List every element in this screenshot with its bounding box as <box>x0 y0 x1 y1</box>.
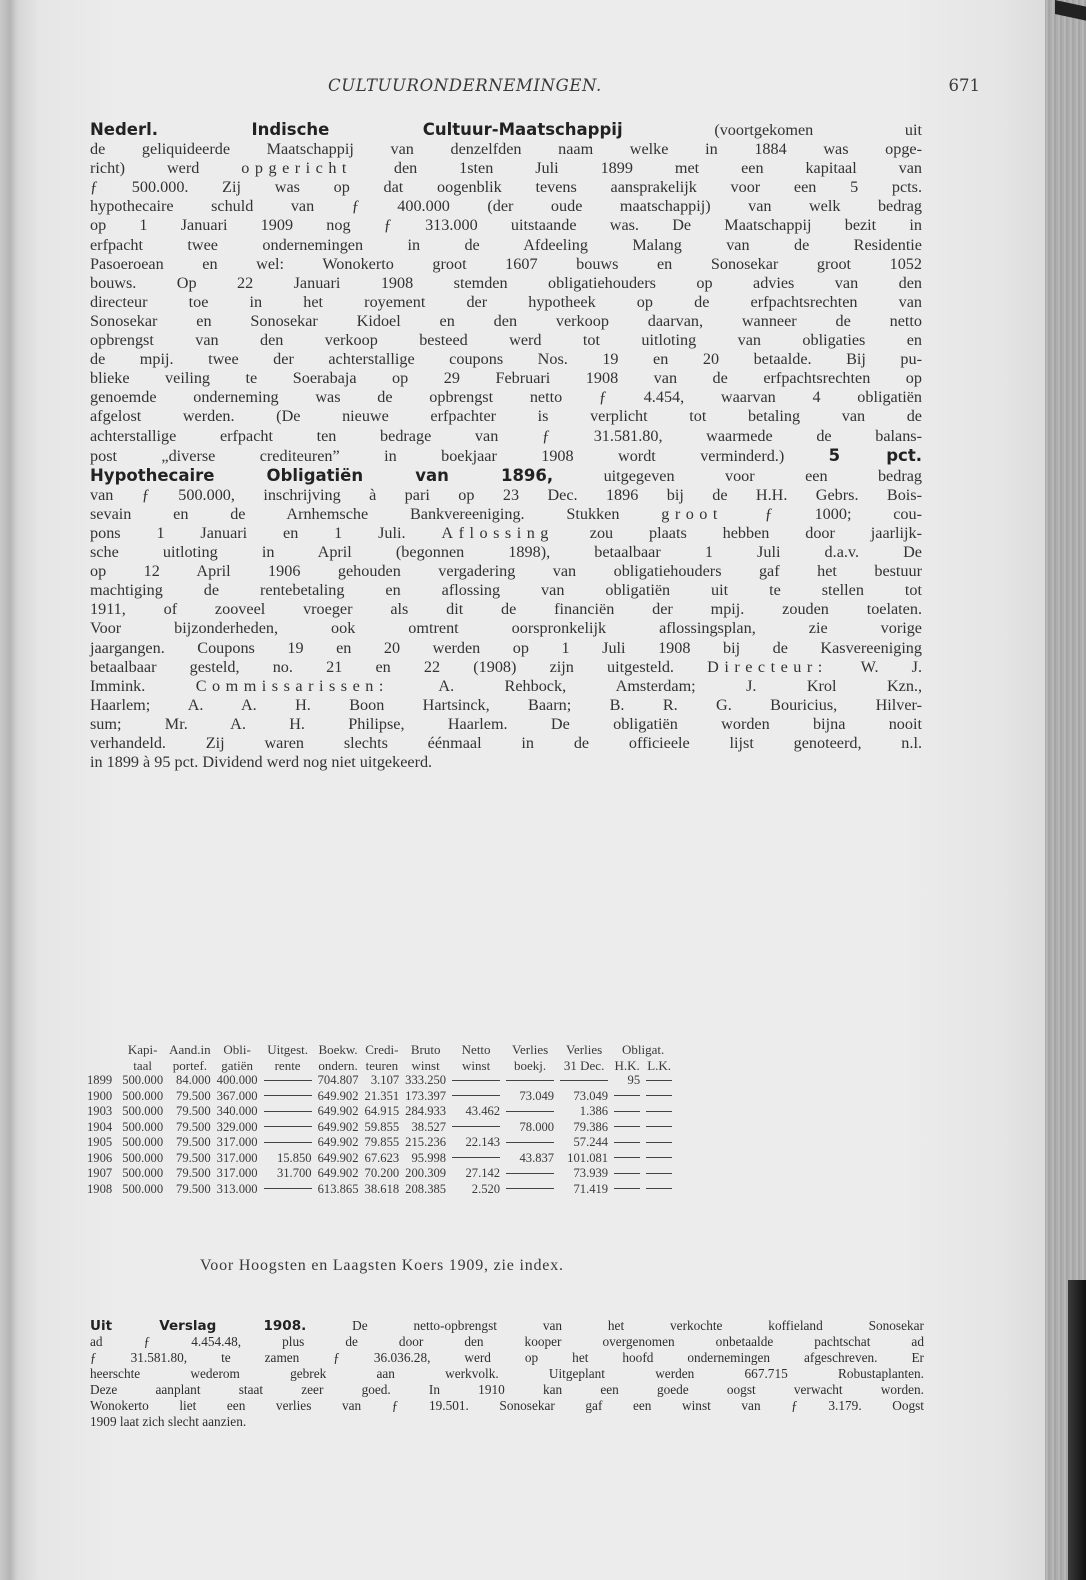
bond-heading-part1: 5 pct. <box>828 445 922 465</box>
col-head-aand: Aand.in <box>169 1042 211 1058</box>
article-line: de geliquideerde Maatschappij van denzelfden naam welke in 1884 was opge- <box>90 140 922 159</box>
emphasized-term: Directeur: <box>707 657 828 676</box>
article-line: sche uitloting in April (begonnen 1898), betaalbaar 1 Juli d.a.v. De <box>90 543 922 562</box>
cell-verlies-boekj: 78.000 <box>519 1119 555 1134</box>
dash-mark <box>264 1080 312 1081</box>
cell-lk <box>640 1151 672 1167</box>
cell-verlies-31dec: 57.244 <box>573 1135 609 1150</box>
cell-netto-winst: 22.143 <box>465 1135 501 1150</box>
cell-lk <box>640 1104 672 1120</box>
emphasized-term: Aflossing <box>441 523 554 542</box>
cell-lk <box>640 1120 672 1136</box>
cell-boekw-ondern: 649.902 <box>317 1150 359 1165</box>
col-head-rente: rente <box>274 1057 301 1073</box>
dash-mark <box>506 1111 554 1112</box>
cell-obligatien: 340.000 <box>216 1104 258 1119</box>
cell-crediteuren: 64.915 <box>364 1104 400 1119</box>
dash-mark <box>646 1157 672 1158</box>
dash-mark <box>452 1157 500 1158</box>
page-number: 671 <box>948 76 980 95</box>
cell-aand-portef: 79.500 <box>176 1166 211 1181</box>
col-head-teuren: teuren <box>365 1057 399 1073</box>
cell-aand-portef: 79.500 <box>176 1119 211 1134</box>
cell-netto-winst: 43.462 <box>465 1104 501 1119</box>
article-line: hypothecaire schuld van ƒ 400.000 (der oude maatschappij) van welk bedrag <box>90 197 922 216</box>
cell-uitgest-rente <box>258 1073 312 1089</box>
cell-bruto-winst: 208.385 <box>405 1181 447 1196</box>
article-line: van ƒ 500.000, inschrijving à pari op 23 Dec. 1896 bij de H.H. Gebrs. Bois- <box>90 485 922 504</box>
cell-obligatien: 367.000 <box>216 1088 258 1103</box>
col-head-taal: taal <box>133 1057 153 1073</box>
cell-lk <box>640 1166 672 1182</box>
book-binding-shadow <box>1068 1280 1086 1580</box>
cell-bruto-winst: 95.998 <box>411 1150 447 1165</box>
cell-bruto-winst: 38.527 <box>411 1119 447 1134</box>
article-line: machtiging de rentebetaling en aflossing van obligatiën uit te stellen tot <box>90 581 922 600</box>
cell-kapitaal: 500.000 <box>122 1119 164 1134</box>
article-line: verhandeld. Zij waren slechts éénmaal in de officieele lijst genoteerd, n.l. <box>90 734 922 752</box>
table-header-row-2 <box>87 1058 672 1074</box>
cell-netto-winst <box>446 1089 500 1105</box>
cell-verlies-boekj <box>500 1182 554 1198</box>
table-row <box>87 1135 672 1151</box>
dash-mark <box>614 1095 640 1096</box>
cell-hk <box>608 1182 640 1198</box>
cell-obligatien: 313.000 <box>216 1181 258 1196</box>
article-line: Sonosekar en Sonosekar Kidoel en den verkoop daarvan, wanneer de netto <box>90 311 922 330</box>
col-head-obli: Obli- <box>223 1042 251 1058</box>
row-year: 1908 <box>87 1181 113 1196</box>
cell-kapitaal: 500.000 <box>122 1166 164 1181</box>
article-line: Pasoeroean en wel: Wonokerto groot 1607 bouws en Sonosekar groot 1052 <box>90 254 922 273</box>
dash-mark <box>452 1080 500 1081</box>
cell-crediteuren: 67.623 <box>364 1150 400 1165</box>
cell-boekw-ondern: 649.902 <box>317 1088 359 1103</box>
cell-netto-winst: 2.520 <box>471 1181 501 1196</box>
col-head-bruto: Bruto <box>410 1042 441 1058</box>
cell-aand-portef: 79.500 <box>176 1181 211 1196</box>
dash-mark <box>264 1111 312 1112</box>
dash-mark <box>646 1095 672 1096</box>
cell-verlies-boekj: 43.837 <box>519 1150 555 1165</box>
report-heading: Uit Verslag 1908. <box>90 1318 307 1334</box>
article-line: Immink. Commissarissen: A. Rehbock, Amsterdam; J. Krol Kzn., <box>90 676 923 695</box>
article-line: de mpij. twee der achterstallige coupons Nos. 19 en 20 betaalde. Bij pu- <box>90 350 922 369</box>
article-line: directeur toe in het royement der hypotheek op de erfpachtsrechten van <box>90 292 922 311</box>
report-line: Deze aanplant staat zeer goed. In 1910 kan een goede oogst verwacht worden. <box>90 1382 924 1397</box>
cell-verlies-31dec: 1.386 <box>579 1104 609 1119</box>
dash-mark <box>646 1173 672 1174</box>
article-line: jaargangen. Coupons 19 en 20 werden op 1 Juli 1908 bij de Kasvereeniging <box>90 638 922 657</box>
report-line: heerschte wederom gebrek aan werkvolk. Uitgeplant werden 667.715 Robustaplanten. <box>90 1366 924 1381</box>
row-year: 1899 <box>87 1073 113 1088</box>
bond-heading-part2: Hypothecaire Obligatiën van 1896, <box>90 465 554 485</box>
cell-hk <box>608 1104 640 1120</box>
col-head-verlies-31dec: Verlies <box>566 1042 603 1058</box>
cell-kapitaal: 500.000 <box>122 1181 164 1196</box>
col-head-hk: H.K. <box>614 1057 640 1073</box>
cell-aand-portef: 79.500 <box>176 1104 211 1119</box>
dash-mark <box>646 1142 672 1143</box>
col-head-verlies-boekj: Verlies <box>512 1042 549 1058</box>
article-line: opbrengst van den verkoop besteed werd tot uitloting van obligaties en <box>90 331 922 350</box>
dash-mark <box>646 1188 672 1189</box>
dash-mark <box>614 1142 640 1143</box>
cell-crediteuren: 3.107 <box>370 1073 400 1088</box>
cell-uitgest-rente <box>258 1104 312 1120</box>
dash-mark <box>452 1126 500 1127</box>
cell-uitgest-rente: 31.700 <box>276 1166 312 1181</box>
article-line: afgelost werden. (De nieuwe erfpachter is verplicht tot betaling van de <box>90 407 922 426</box>
company-name: Nederl. Indische Cultuur-Maatschappij <box>90 120 623 139</box>
cell-obligatien: 317.000 <box>216 1135 258 1150</box>
col-head-uitgest: Uitgest. <box>267 1042 308 1058</box>
article-body <box>90 120 922 772</box>
cell-verlies-31dec <box>554 1073 608 1089</box>
article-line: sum; Mr. A. H. Philipse, Haarlem. De obligatiën worden bijna nooit <box>90 714 922 733</box>
cell-boekw-ondern: 613.865 <box>317 1181 359 1196</box>
col-head <box>87 1058 116 1074</box>
cell-hk <box>608 1151 640 1167</box>
row-year: 1906 <box>87 1150 113 1165</box>
page-header <box>90 74 980 100</box>
price-note: Voor Hoogsten en Laagsten Koers 1909, zie index. <box>200 1257 564 1274</box>
cell-uitgest-rente: 15.850 <box>276 1150 312 1165</box>
dash-mark <box>264 1126 312 1127</box>
emphasized-term: opgericht <box>241 159 352 178</box>
cell-netto-winst <box>446 1073 500 1089</box>
article-line: achterstallige erfpacht ten bedrage van ƒ 31.581.80, waarmede de balans- <box>90 426 922 445</box>
cell-lk <box>640 1135 672 1151</box>
table-row <box>87 1120 672 1136</box>
cell-boekw-ondern: 649.902 <box>317 1135 359 1150</box>
cell-lk <box>640 1073 672 1089</box>
cell-lk <box>640 1182 672 1198</box>
dash-mark <box>646 1126 672 1127</box>
dash-mark <box>264 1142 312 1143</box>
cell-lk <box>640 1089 672 1105</box>
dash-mark <box>560 1080 608 1081</box>
report-line: ƒ 31.581.80, te zamen ƒ 36.036.28, werd op het hoofd ondernemingen afgeschreven. Er <box>90 1350 924 1365</box>
cell-aand-portef: 79.500 <box>176 1135 211 1150</box>
article-line: 1911, of zooveel vroeger als dit de financiën der mpij. zouden toelaten. <box>90 600 922 619</box>
cell-aand-portef: 84.000 <box>176 1073 211 1088</box>
dash-mark <box>646 1080 672 1081</box>
article-line-0: Nederl. Indische Cultuur-Maatschappij (voortgekomen uit <box>90 120 923 139</box>
article-line: genoemde onderneming was de opbrengst netto ƒ 4.454, waarvan 4 obligatiën <box>90 388 922 407</box>
running-title: CULTUURONDERNEMINGEN. <box>328 76 602 95</box>
col-head-credi: Credi- <box>365 1042 399 1058</box>
annual-report-excerpt <box>90 1318 924 1430</box>
report-line: 1909 laat zich slecht aanzien. <box>90 1414 247 1429</box>
col-head-ondern: ondern. <box>318 1057 358 1073</box>
cell-hk <box>608 1166 640 1182</box>
dash-mark <box>506 1173 554 1174</box>
dash-mark <box>614 1157 640 1158</box>
cell-verlies-31dec: 101.081 <box>567 1150 609 1165</box>
col-head-31dec: 31 Dec. <box>563 1057 605 1073</box>
cell-boekw-ondern: 704.807 <box>317 1073 359 1088</box>
cell-netto-winst <box>446 1151 500 1167</box>
dash-mark <box>614 1188 640 1189</box>
col-head-obligat: Obligat. <box>621 1042 665 1058</box>
cell-verlies-boekj <box>500 1135 554 1151</box>
cell-aand-portef: 79.500 <box>176 1150 211 1165</box>
row-year: 1905 <box>87 1135 113 1150</box>
cell-crediteuren: 38.618 <box>364 1181 400 1196</box>
cell-verlies-31dec: 71.419 <box>573 1181 609 1196</box>
cell-uitgest-rente <box>258 1089 312 1105</box>
cell-crediteuren: 79.855 <box>364 1135 400 1150</box>
report-line: ad ƒ 4.454.48, plus de door den kooper overgenomen onbetaalde pachtschat ad <box>90 1334 924 1349</box>
col-head-lk: L.K. <box>647 1057 672 1073</box>
cell-crediteuren: 21.351 <box>364 1088 400 1103</box>
article-line: op 1 Januari 1909 nog ƒ 313.000 uitstaande was. De Maatschappij bezit in <box>90 216 922 235</box>
cell-bruto-winst: 215.236 <box>405 1135 447 1150</box>
cell-bruto-winst: 284.933 <box>405 1104 447 1119</box>
col-head-winst: winst <box>462 1057 491 1073</box>
cell-verlies-boekj <box>500 1073 554 1089</box>
article-line: betaalbaar gesteld, no. 21 en 22 (1908) zijn uitgesteld. Directeur: W. J. <box>90 657 922 676</box>
row-year: 1903 <box>87 1104 113 1119</box>
dash-mark <box>646 1111 672 1112</box>
cell-verlies-boekj <box>500 1166 554 1182</box>
col-head <box>87 1042 116 1058</box>
table-row <box>87 1151 672 1167</box>
cell-kapitaal: 500.000 <box>122 1088 164 1103</box>
cell-verlies-31dec: 73.939 <box>573 1166 609 1181</box>
col-head-portef: portef. <box>172 1057 208 1073</box>
table-row <box>87 1104 672 1120</box>
cell-boekw-ondern: 649.902 <box>317 1119 359 1134</box>
cell-bruto-winst: 333.250 <box>405 1073 447 1088</box>
cell-verlies-31dec: 73.049 <box>573 1088 609 1103</box>
cell-crediteuren: 70.200 <box>364 1166 400 1181</box>
cell-aand-portef: 79.500 <box>176 1088 211 1103</box>
cell-bruto-winst: 200.309 <box>405 1166 447 1181</box>
report-line: Wonokerto liet een verlies van ƒ 19.501. Sonosekar gaf een winst van ƒ 3.179. Oogst <box>90 1398 924 1413</box>
dash-mark <box>506 1188 554 1189</box>
cell-hk: 95 <box>627 1073 641 1088</box>
cell-boekw-ondern: 649.902 <box>317 1166 359 1181</box>
dash-mark <box>506 1080 554 1081</box>
row-year: 1907 <box>87 1166 113 1181</box>
col-head-gatien: gatiën <box>221 1057 253 1073</box>
cell-netto-winst: 27.142 <box>465 1166 501 1181</box>
cell-kapitaal: 500.000 <box>122 1135 164 1150</box>
table-row <box>87 1089 672 1105</box>
cell-verlies-boekj <box>500 1104 554 1120</box>
cell-kapitaal: 500.000 <box>122 1150 164 1165</box>
col-head-kapitaal: Kapi- <box>127 1042 158 1058</box>
row-year: 1900 <box>87 1088 113 1103</box>
emphasized-term: Commissarissen: <box>195 676 389 695</box>
dash-mark <box>614 1173 640 1174</box>
cell-obligatien: 317.000 <box>216 1150 258 1165</box>
cell-bruto-winst: 173.397 <box>405 1088 447 1103</box>
cell-uitgest-rente <box>258 1135 312 1151</box>
article-line: sevain en de Arnhemsche Bankvereeniging. Stukken groot ƒ 1000; cou- <box>90 504 922 523</box>
cell-verlies-boekj: 73.049 <box>519 1088 555 1103</box>
dash-mark <box>506 1142 554 1143</box>
emphasized-term: groot <box>661 504 723 523</box>
table-body <box>87 1073 672 1197</box>
table-header-row-1 <box>87 1042 672 1058</box>
cell-hk <box>608 1135 640 1151</box>
dash-mark <box>452 1095 500 1096</box>
article-line: blieke veiling te Soerabaja op 29 Februari 1908 van de erfpachtsrechten op <box>90 369 922 388</box>
dash-mark <box>264 1095 312 1096</box>
col-head-winst: winst <box>411 1057 440 1073</box>
article-line: op 12 April 1906 gehouden vergadering van obligatiehouders gaf het bestuur <box>90 562 922 581</box>
cell-hk <box>608 1089 640 1105</box>
table-row <box>87 1182 672 1198</box>
article-line: bouws. Op 22 Januari 1908 stemden obligatiehouders op advies van den <box>90 273 922 292</box>
cell-uitgest-rente <box>258 1182 312 1198</box>
financial-table <box>87 1042 672 1197</box>
dash-mark <box>614 1126 640 1127</box>
cell-obligatien: 329.000 <box>216 1119 258 1134</box>
cell-kapitaal: 500.000 <box>122 1073 164 1088</box>
table-row <box>87 1166 672 1182</box>
cell-boekw-ondern: 649.902 <box>317 1104 359 1119</box>
article-line: Haarlem; A. A. H. Boon Hartsinck, Baarn; B. R. G. Bouricius, Hilver- <box>90 695 922 714</box>
col-head-boekw: Boekw. <box>318 1042 358 1058</box>
dash-mark <box>264 1188 312 1189</box>
table-row <box>87 1073 672 1089</box>
cell-netto-winst <box>446 1120 500 1136</box>
cell-obligatien: 400.000 <box>216 1073 258 1088</box>
cell-uitgest-rente <box>258 1120 312 1136</box>
cell-crediteuren: 59.855 <box>364 1119 400 1134</box>
article-line: ƒ 500.000. Zij was op dat oogenblik tevens aansprakelijk voor een 5 pcts. <box>90 178 922 197</box>
article-line: erfpacht twee ondernemingen in de Afdeeling Malang van de Residentie <box>90 235 922 254</box>
article-line: pons 1 Januari en 1 Juli. Aflossing zou plaats hebben door jaarlijk- <box>90 523 922 542</box>
cell-obligatien: 317.000 <box>216 1166 258 1181</box>
article-line-bond: post „diverse crediteuren” in boekjaar 1908 wordt verminderd.) 5 pct. <box>90 445 922 465</box>
article-line: Voor bijzonderheden, ook omtrent oorspronkelijk aflossingsplan, zie vorige <box>90 619 922 638</box>
row-year: 1904 <box>87 1119 113 1134</box>
cell-verlies-31dec: 79.386 <box>573 1119 609 1134</box>
report-line-0: Uit Verslag 1908. De netto-opbrengst van het verkochte koffieland Sonosekar <box>90 1318 924 1334</box>
cell-hk <box>608 1120 640 1136</box>
article-line-bond-2: Hypothecaire Obligatiën van 1896, uitgegeven voor een bedrag <box>90 465 922 485</box>
cell-kapitaal: 500.000 <box>122 1104 164 1119</box>
col-head-netto: Netto <box>461 1042 491 1058</box>
col-head-boekj: boekj. <box>514 1057 547 1073</box>
article-line: richt) werd opgericht den 1sten Juli 1899 met een kapitaal van <box>90 159 922 178</box>
dash-mark <box>614 1111 640 1112</box>
article-line: in 1899 à 95 pct. Dividend werd nog niet uitgekeerd. <box>90 753 433 772</box>
